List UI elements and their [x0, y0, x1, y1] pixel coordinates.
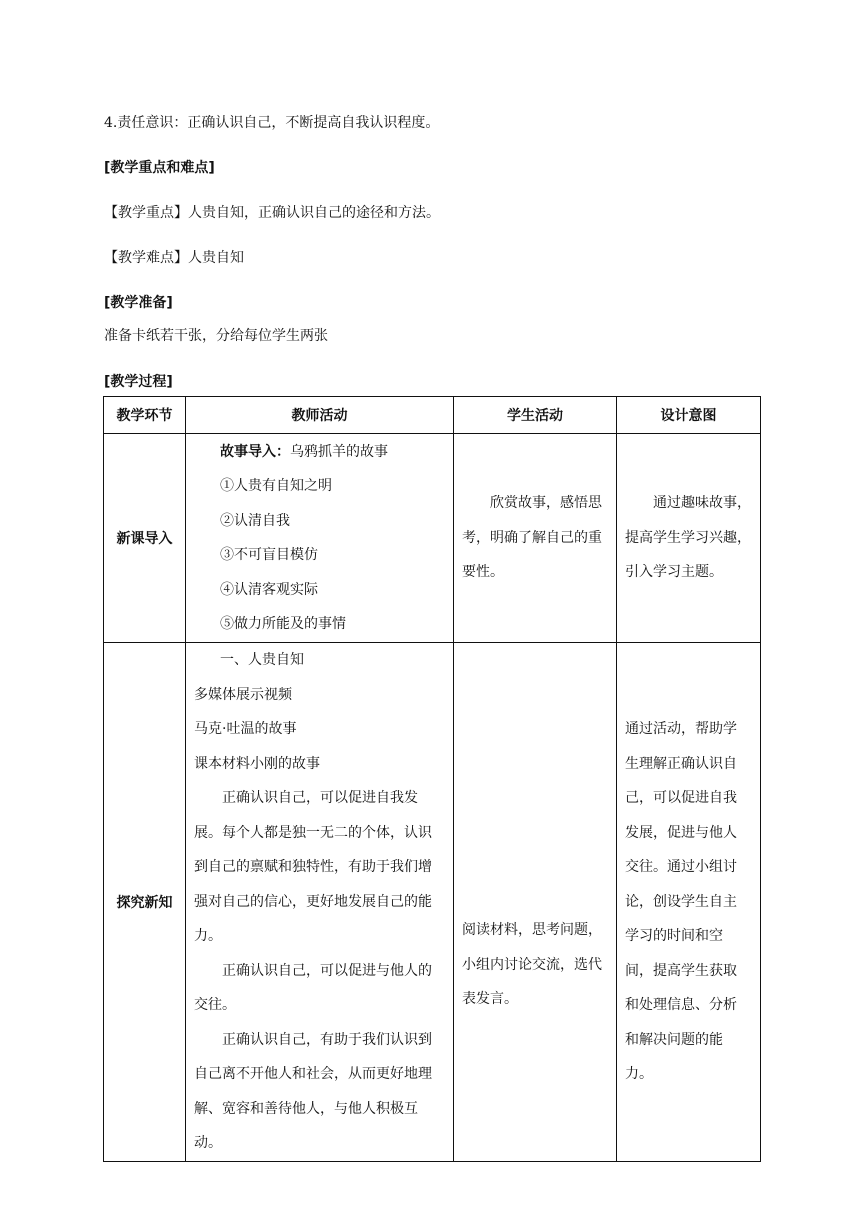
story-intro-text: 乌鸦抓羊的故事	[290, 443, 388, 460]
text-line: 提高学生学习兴趣，	[625, 529, 751, 546]
text-line: 马克·吐温的故事	[194, 721, 297, 737]
text-line: 表发言。	[462, 991, 518, 1007]
text-line: 和处理信息、分析	[625, 997, 737, 1013]
difficulty-line	[104, 247, 244, 267]
text-line: 强对自己的信心，更好地发展自己的能	[194, 893, 432, 910]
text-line: 课本材料小刚的故事	[194, 755, 320, 772]
text-line: 交往。通过小组讨	[625, 859, 737, 875]
prep-text: 准备卡纸若干张，分给每位学生两张	[104, 328, 328, 344]
text-line: 小组内讨论交流，选代	[462, 956, 602, 973]
key-point-text: 人贵自知，正确认识自己的途径和方法。	[188, 205, 440, 221]
text-line: 论，创设学生自主	[625, 893, 737, 910]
stage-cell: 新课导入	[104, 434, 186, 643]
text-line: 引入学习主题。	[625, 564, 723, 581]
text-line: 欣赏故事，感悟思	[490, 495, 602, 512]
student-activity-cell	[454, 643, 617, 1162]
design-intent-cell	[617, 434, 761, 643]
list-item: ⑤做力所能及的事情	[220, 616, 346, 632]
text-line: 一、人贵自知	[220, 652, 304, 668]
list-item: ④认清客观实际	[220, 581, 318, 598]
story-intro-label: 故事导入：	[220, 443, 290, 460]
difficulty-label: 【教学难点】	[104, 250, 188, 266]
table-row	[104, 643, 761, 1162]
teacher-activity-cell	[186, 643, 454, 1162]
text-line: 正确认识自己，可以促进与他人的	[222, 962, 432, 979]
text-line: 多媒体展示视频	[194, 686, 292, 703]
text-line: 正确认识自己，可以促进自我发	[222, 790, 418, 806]
text-line: 自己离不开他人和社会，从而更好地理	[194, 1066, 432, 1082]
text-line: 力。	[625, 1066, 653, 1082]
student-activity-cell	[454, 434, 617, 643]
text-line: 要性。	[462, 564, 504, 581]
text-line: 发展，促进与他人	[625, 824, 737, 841]
text-line: 考，明确了解自己的重	[462, 529, 602, 546]
text-line: 己，可以促进自我	[625, 790, 737, 806]
text-line: 交往。	[194, 997, 236, 1013]
prep-heading: [教学准备]	[104, 295, 173, 311]
text-line: 通过趣味故事，	[653, 495, 751, 512]
text-line: 和解决问题的能	[625, 1031, 723, 1048]
list-item: ③不可盲目模仿	[220, 547, 318, 563]
lesson-process-table	[103, 396, 761, 1162]
text-line: 正确认识自己，有助于我们认识到	[222, 1031, 432, 1048]
text-line: 到自己的禀赋和独特性，有助于我们增	[194, 859, 432, 875]
focus-heading: [教学重点和难点]	[104, 160, 215, 176]
header-design-intent: 设计意图	[617, 397, 761, 434]
table-row	[104, 434, 761, 643]
teacher-activity-cell	[186, 434, 454, 643]
header-student-activity: 学生活动	[454, 397, 617, 434]
header-stage: 教学环节	[104, 397, 186, 434]
responsibility-line: 4.责任意识：正确认识自己，不断提高自我认识程度。	[104, 115, 440, 131]
key-point-label: 【教学重点】	[104, 205, 188, 221]
text-line: 学习的时间和空	[625, 928, 723, 944]
design-intent-cell	[617, 643, 761, 1162]
text-line: 生理解正确认识自	[625, 755, 737, 772]
stage-cell: 探究新知	[104, 643, 186, 1162]
table-header-row	[104, 397, 761, 434]
text-line: 力。	[194, 928, 222, 944]
difficulty-text: 人贵自知	[188, 250, 244, 266]
text-line: 展。每个人都是独一无二的个体，认识	[194, 824, 432, 841]
text-line: 阅读材料，思考问题，	[462, 922, 602, 938]
header-teacher-activity: 教师活动	[186, 397, 454, 434]
process-heading: [教学过程]	[104, 374, 173, 390]
text-line: 解、宽容和善待他人，与他人积极互动。	[194, 1100, 418, 1151]
text-line: 间，提高学生获取	[625, 962, 737, 979]
list-item: ①人贵有自知之明	[220, 478, 332, 494]
text-line: 通过活动，帮助学	[625, 721, 737, 737]
list-item: ②认清自我	[220, 512, 290, 529]
key-point-line	[104, 202, 440, 222]
story-intro-line	[194, 435, 445, 470]
